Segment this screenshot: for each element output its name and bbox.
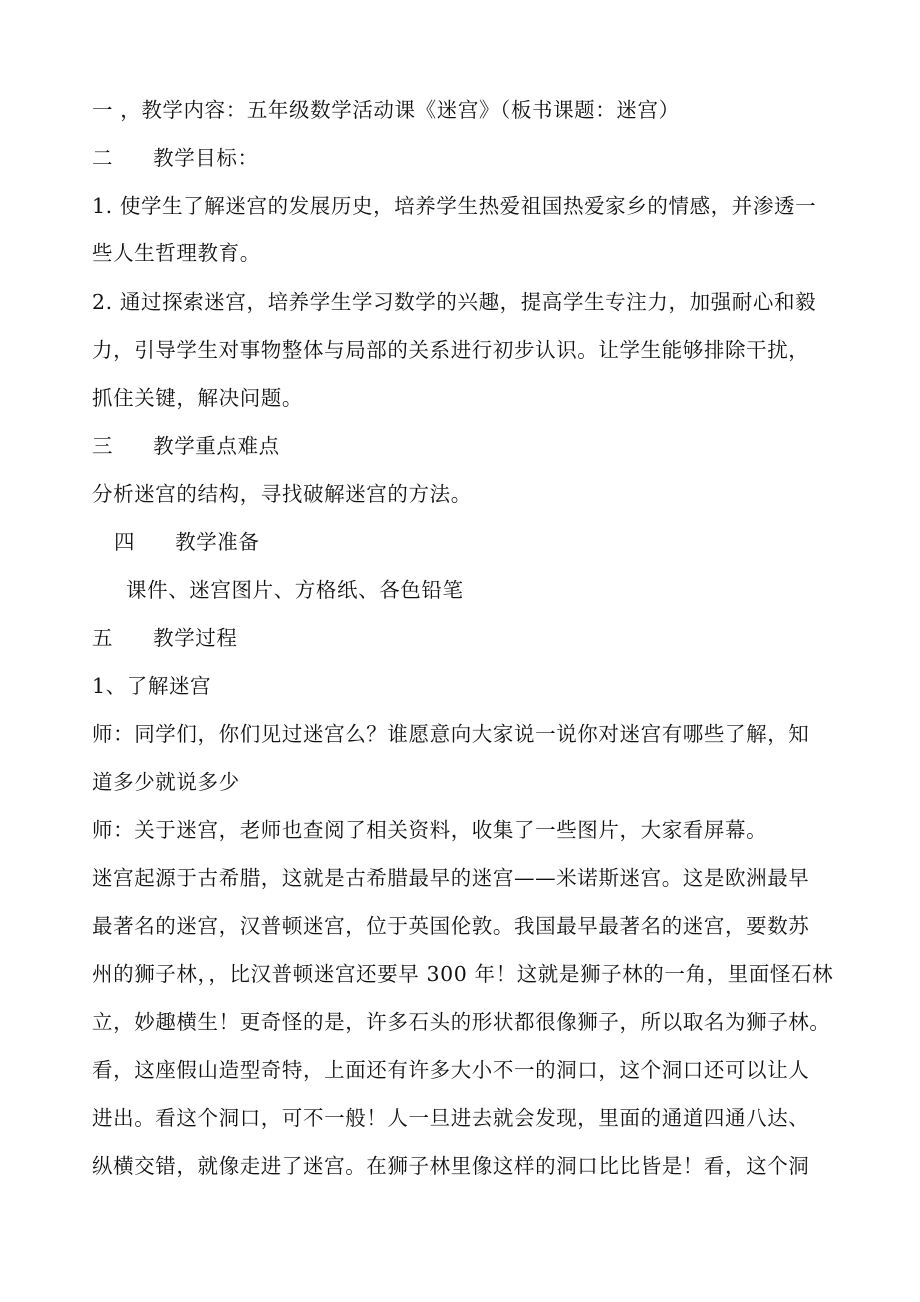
subheading-understand-maze: 1、了解迷宫 xyxy=(92,674,212,698)
preparation-text: 课件、迷宫图片、方格纸、各色铅笔 xyxy=(126,578,464,602)
heading-key-points xyxy=(92,431,842,461)
heading-number: 五 xyxy=(92,626,114,650)
teacher-line-3: 师：关于迷宫，老师也查阅了相关资料，收集了一些图片，大家看屏幕。 xyxy=(92,818,768,842)
heading-preparation xyxy=(114,527,864,557)
heading-text: 教学目标： xyxy=(153,146,259,170)
teacher-line-2: 道多少就说多少 xyxy=(92,770,240,794)
body-line-5: 看，这座假山造型奇特，上面还有许多大小不一的洞口，这个洞口还可以让人 xyxy=(92,1058,810,1082)
body-line-1: 迷宫起源于古希腊，这就是古希腊最早的迷宫——米诺斯迷宫。这是欧洲最早 xyxy=(92,866,810,890)
goal-2-line-3: 抓住关键，解决问题。 xyxy=(92,386,303,410)
key-points-text: 分析迷宫的结构，寻找破解迷宫的方法。 xyxy=(92,482,472,506)
body-line-2: 最著名的迷宫，汉普顿迷宫，位于英国伦敦。我国最早最著名的迷宫，要数苏 xyxy=(92,914,810,938)
body-line-7: 纵横交错，就像走进了迷宫。在狮子林里像这样的洞口比比皆是！看，这个洞 xyxy=(92,1154,810,1178)
body-line-4: 立，妙趣横生！更奇怪的是，许多石头的形状都很像狮子，所以取名为狮子林。 xyxy=(92,1010,831,1034)
goal-2-line-2: 力，引导学生对事物整体与局部的关系进行初步认识。让学生能够排除干扰， xyxy=(92,338,810,362)
body-line-3: 州的狮子林，，比汉普顿迷宫还要早 300 年！这就是狮子林的一角，里面怪石林 xyxy=(92,962,834,986)
goal-2-line-1: 2. 通过探索迷宫，培养学生学习数学的兴趣，提高学生专注力，加强耐心和毅 xyxy=(92,290,817,314)
heading-text: 教学过程 xyxy=(153,626,238,650)
heading-number: 三 xyxy=(92,434,114,458)
teacher-line-1: 师：同学们，你们见过迷宫么？谁愿意向大家说一说你对迷宫有哪些了解，知 xyxy=(92,722,810,746)
goal-1-line-1: 1. 使学生了解迷宫的发展历史，培养学生热爱祖国热爱家乡的情感，并渗透一 xyxy=(92,194,817,218)
heading-process xyxy=(92,623,842,653)
heading-teaching-goals xyxy=(92,143,842,173)
goal-1-line-2: 些人生哲理教育。 xyxy=(92,241,261,265)
body-line-6: 进出。看这个洞口，可不一般！人一旦进去就会发现，里面的通道四通八达、 xyxy=(92,1106,810,1130)
heading-text: 教学重点难点 xyxy=(153,434,280,458)
heading-teaching-content: 一 ，教学内容：五年级数学活动课《迷宫》（板书课题：迷宫） xyxy=(92,98,680,122)
heading-text: 教学准备 xyxy=(175,530,260,554)
heading-number: 四 xyxy=(114,530,136,554)
heading-number: 二 xyxy=(92,146,114,170)
